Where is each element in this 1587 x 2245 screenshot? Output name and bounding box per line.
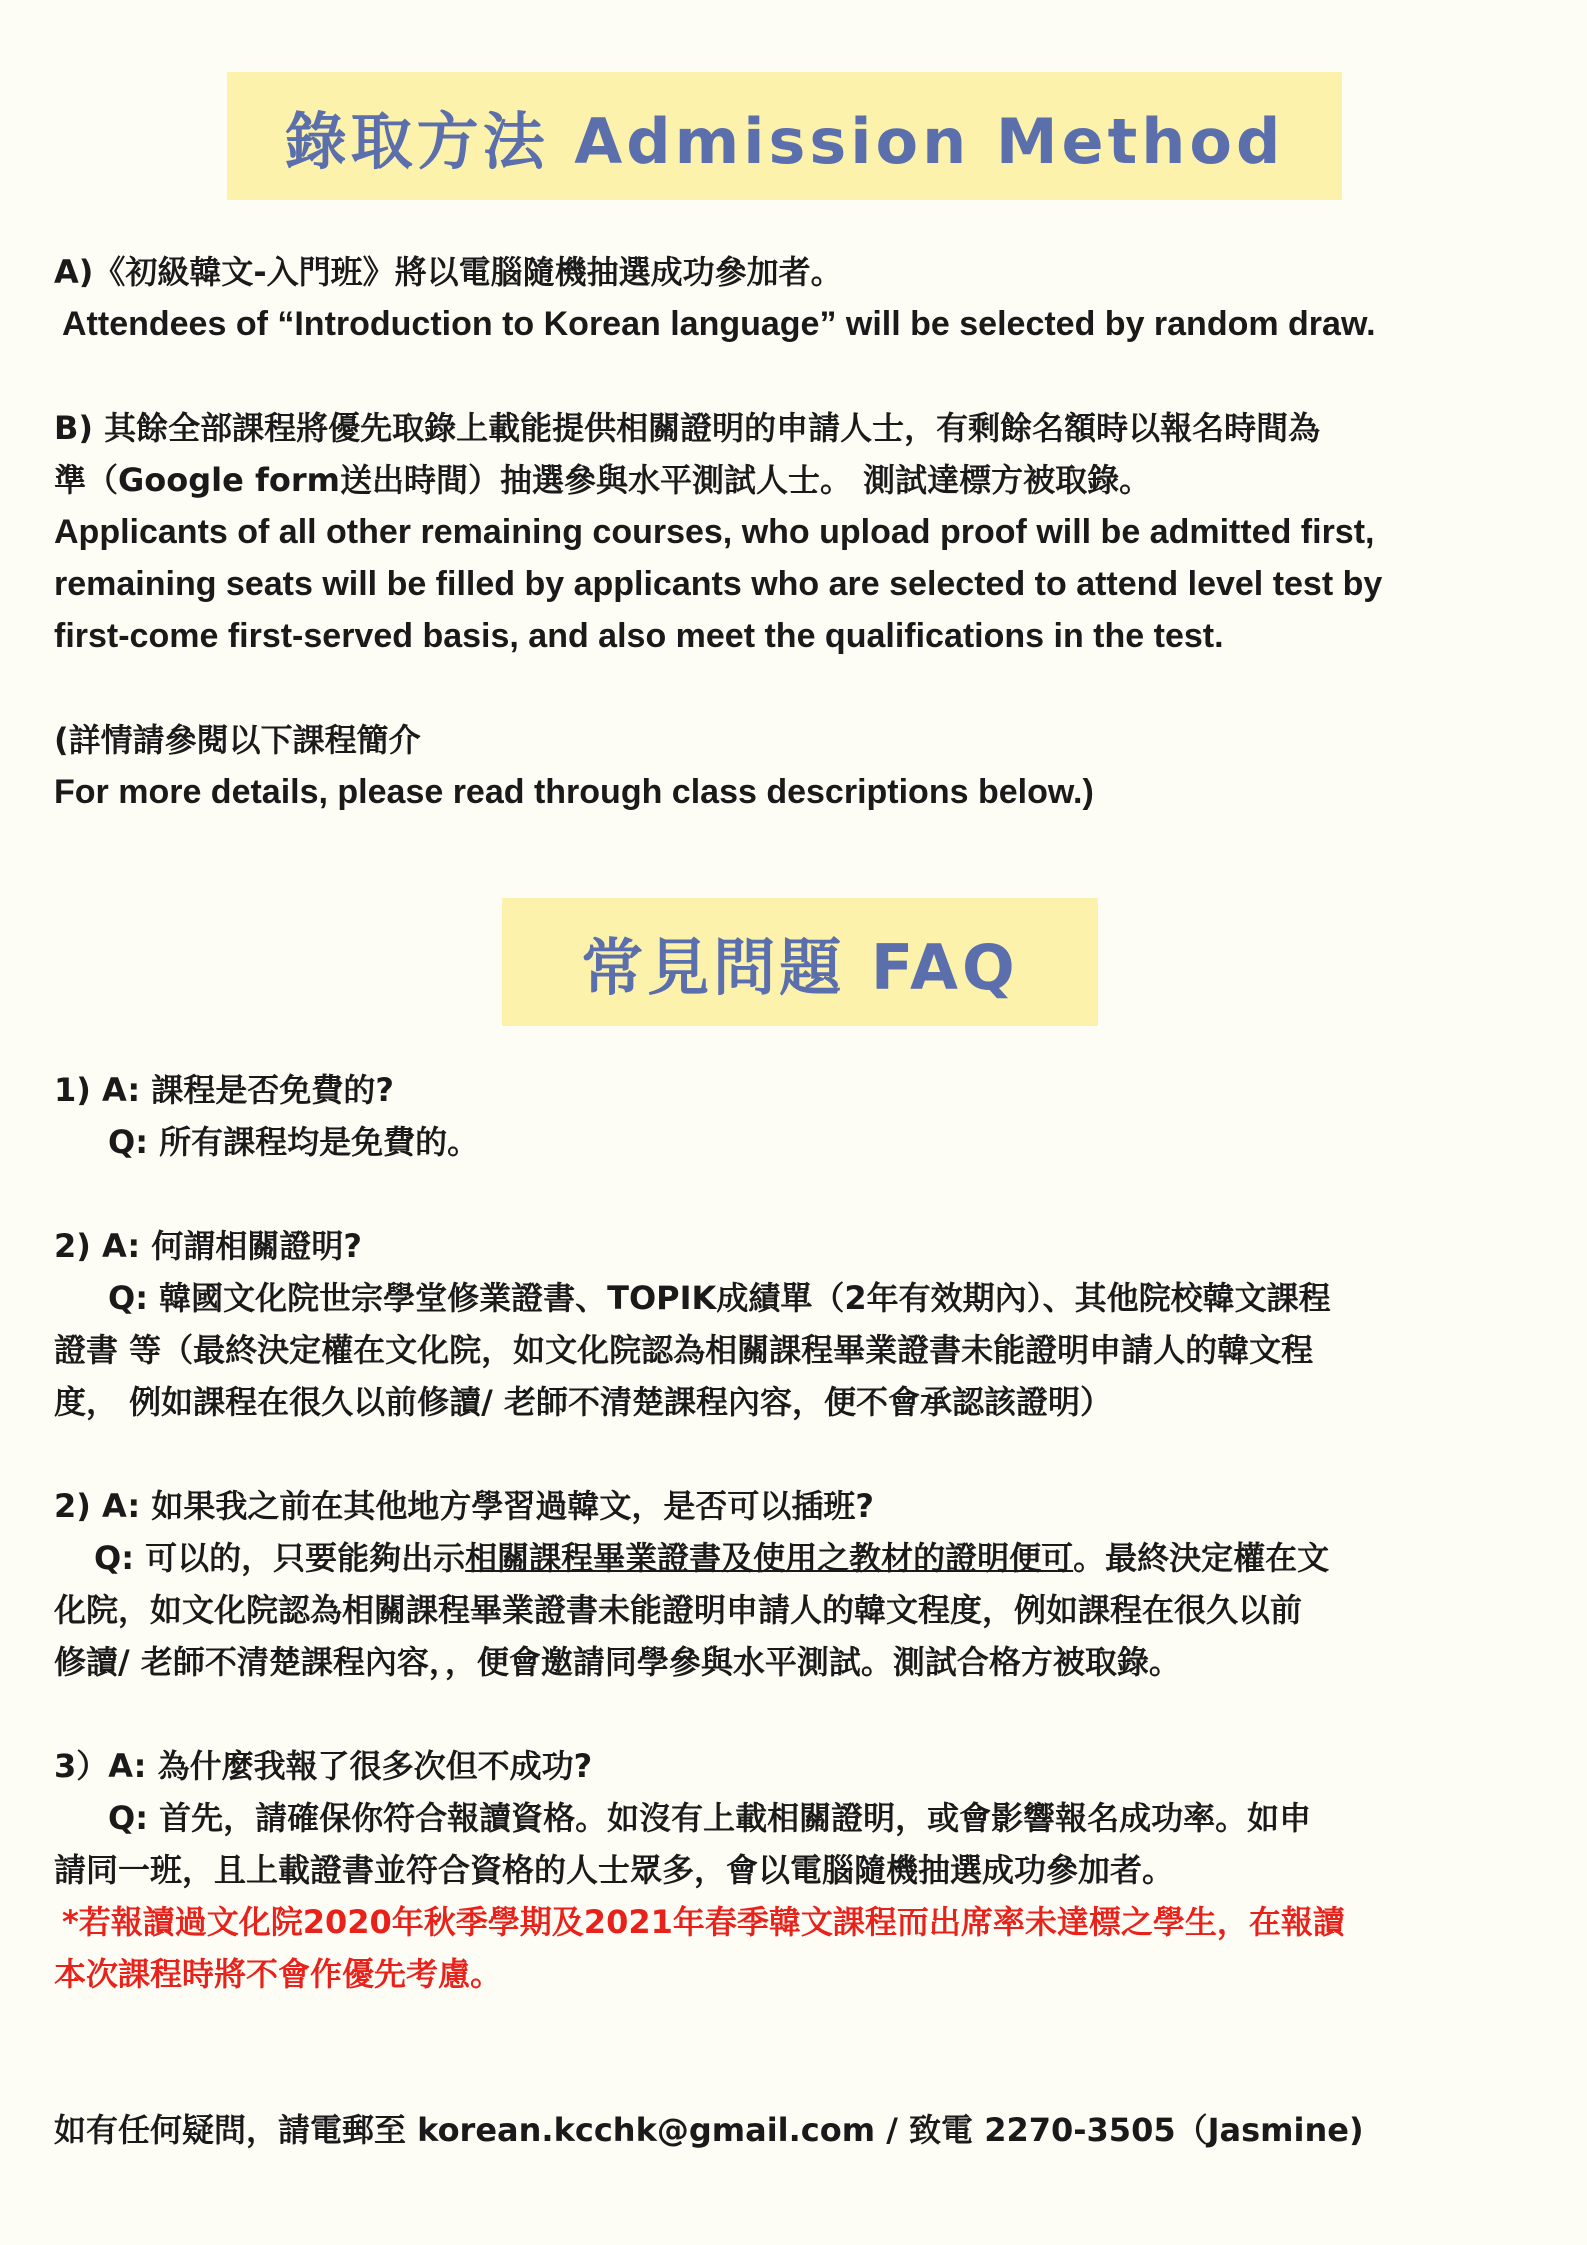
admission-a-zh: A)《初級韓文-入門班》將以電腦隨機抽選成功參加者。 xyxy=(54,253,843,291)
faq-banner xyxy=(502,898,1098,1026)
faq4-note-line2: 本次課程時將不會作優先考慮。 xyxy=(54,1955,503,1993)
faq4-answer-line2: 請同一班，且上載證書並符合資格的人士眾多，會以電腦隨機抽選成功參加者。 xyxy=(54,1851,1175,1889)
admission-b-zh-line2: 準（Google form送出時間）抽選參與水平測試人士。 測試達標方被取錄。 xyxy=(54,461,1152,499)
faq3-answer-underlined: 相關課程畢業證書及使用之教材的證明便可 xyxy=(465,1539,1074,1577)
admission-b-en-line3: first-come first-served basis, and also meet the qualifications in the test. xyxy=(54,617,1224,655)
faq3-answer-line3: 修讀/ 老師不清楚課程內容，，便會邀請同學參與水平測試。測試合格方被取錄。 xyxy=(54,1643,1181,1681)
faq3-question: 2) A: 如果我之前在其他地方學習過韓文，是否可以插班? xyxy=(54,1487,874,1525)
admission-section xyxy=(54,246,1554,818)
admission-a-en: Attendees of “Introduction to Korean language” will be selected by random draw. xyxy=(62,305,1376,343)
faq2-answer-line2: 證書 等（最終決定權在文化院，如文化院認為相關課程畢業證書未能證明申請人的韓文程 xyxy=(54,1331,1314,1369)
faq2-answer-line3: 度， 例如課程在很久以前修讀/ 老師不清楚課程內容，便不會承認該證明） xyxy=(54,1383,1112,1421)
details-zh: (詳情請參閱以下課程簡介 xyxy=(54,721,421,759)
admission-b-en-line1: Applicants of all other remaining courses, who upload proof will be admitted first, xyxy=(54,513,1375,551)
faq1-question: 1) A: 課程是否免費的? xyxy=(54,1071,394,1109)
faq4-question: 3）A: 為什麼我報了很多次但不成功? xyxy=(54,1747,593,1785)
faq3-answer-line2: 化院，如文化院認為相關課程畢業證書未能證明申請人的韓文程度，例如課程在很久以前 xyxy=(54,1591,1303,1629)
faq3-answer-pre: Q: 可以的，只要能夠出示 xyxy=(94,1539,466,1577)
contact-section xyxy=(54,2104,1554,2156)
faq-title: 常見問題 FAQ xyxy=(581,930,1019,1004)
faq2-question: 2) A: 何謂相關證明? xyxy=(54,1227,362,1265)
faq3-answer-post: 。最終決定權在文 xyxy=(1073,1539,1330,1577)
faq3-answer-line1 xyxy=(54,1532,1554,1584)
admission-b-en-line2: remaining seats will be filled by applicants who are selected to attend level test by xyxy=(54,565,1383,603)
details-en: For more details, please read through class descriptions below.) xyxy=(54,773,1094,811)
faq4-answer-line1: Q: 首先，請確保你符合報讀資格。如沒有上載相關證明，或會影響報名成功率。如申 xyxy=(108,1799,1312,1837)
faq4-note-line1: *若報讀過文化院2020年秋季學期及2021年春季韓文課程而出席率未達標之學生，在報讀 xyxy=(62,1903,1345,1941)
admission-b-zh-line1: B) 其餘全部課程將優先取錄上載能提供相關證明的申請人士，有剩餘名額時以報名時間為 xyxy=(54,409,1321,447)
contact-info: 如有任何疑問，請電郵至 korean.kcchk@gmail.com / 致電 2270-3505（Jasmine) xyxy=(54,2111,1364,2149)
faq2-answer-line1: Q: 韓國文化院世宗學堂修業證書、TOPIK成績單（2年有效期內）、其他院校韓文課程 xyxy=(108,1279,1331,1317)
admission-method-banner xyxy=(227,72,1342,200)
faq1-answer: Q: 所有課程均是免費的。 xyxy=(108,1123,480,1161)
faq-section xyxy=(54,1064,1554,2000)
admission-method-title: 錄取方法 Admission Method xyxy=(284,104,1285,178)
